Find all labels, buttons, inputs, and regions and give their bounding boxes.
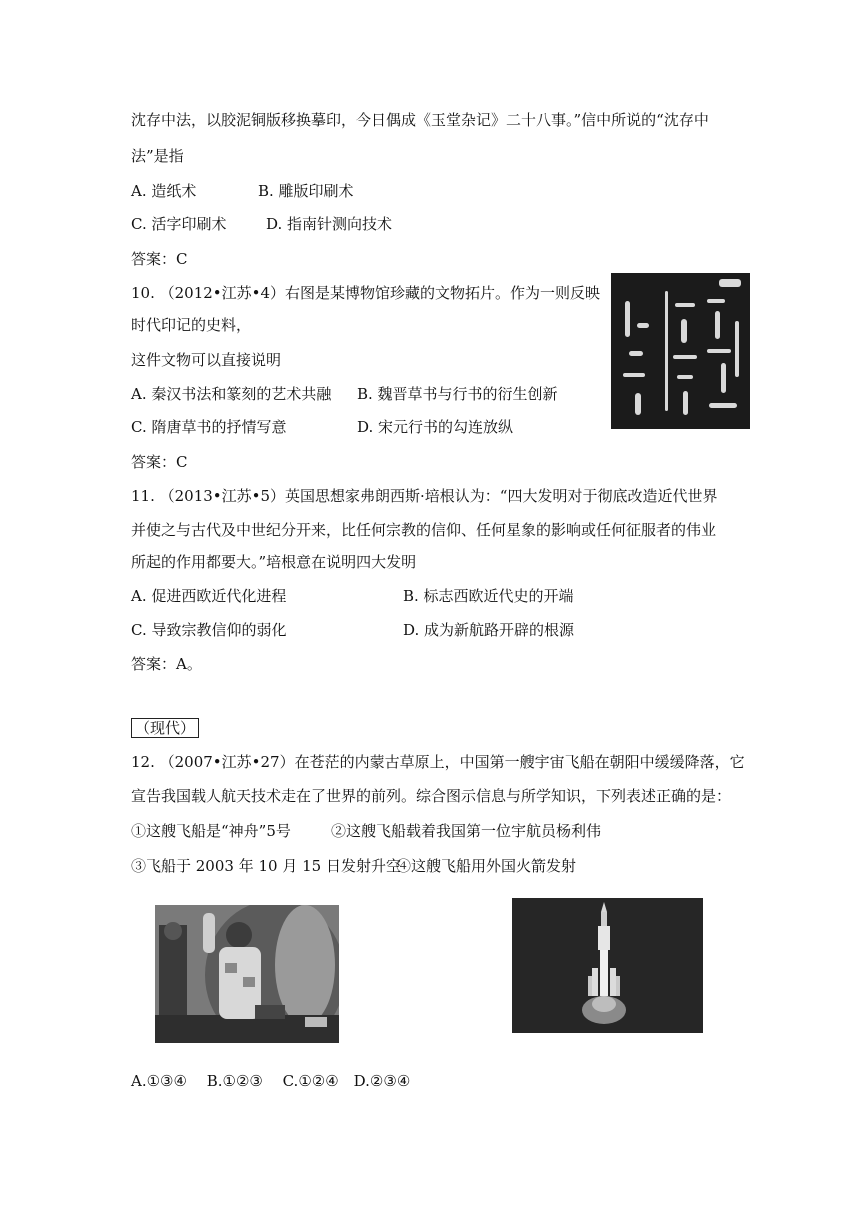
q11-option-a: A. 促进西欧近代化进程	[131, 587, 287, 605]
q12-options: A.①③④ B.①②③ C.①②④ D.②③④	[131, 1072, 411, 1090]
q10-option-c: C. 隋唐草书的抒情写意	[131, 418, 287, 436]
q10-option-a: A. 秦汉书法和篆刻的艺术共融	[131, 385, 332, 403]
q10-answer: 答案：C	[131, 453, 188, 471]
q11-option-b: B. 标志西欧近代史的开端	[403, 587, 574, 605]
q9-option-c: C. 活字印刷术	[131, 215, 227, 233]
q11-stem: 11. （2013•江苏•5）英国思想家弗朗西斯·培根认为：“四大发明对于彻底改造近代世界	[131, 487, 718, 505]
q12-item-1: ①这艘飞船是“神舟”5号	[131, 822, 291, 840]
q9-option-d: D. 指南针测向技术	[266, 215, 393, 233]
q12-item-4: ④这艘飞船用外国火箭发射	[396, 857, 577, 875]
q10-stem: 时代印记的史料，	[131, 316, 252, 334]
q9-option-a: A. 造纸术	[131, 182, 197, 200]
q11-answer: 答案：A。	[131, 655, 202, 673]
q11-option-d: D. 成为新航路开辟的根源	[403, 621, 575, 639]
text-line: 沈存中法，以胶泥铜版移换摹印，今日偶成《玉堂杂记》二十八事。”信中所说的“沈存中	[131, 111, 709, 129]
q10-stem: 这件文物可以直接说明	[131, 351, 282, 369]
astronaut-photo	[155, 905, 339, 1043]
q10-option-d: D. 宋元行书的勾连放纵	[357, 418, 514, 436]
q9-answer: 答案：C	[131, 250, 188, 268]
q11-option-c: C. 导致宗教信仰的弱化	[131, 621, 287, 639]
q10-stem: 10. （2012•江苏•4）右图是某博物馆珍藏的文物拓片。作为一则反映	[131, 284, 601, 302]
q11-stem: 所起的作用都要大。”培根意在说明四大发明	[131, 553, 417, 571]
q12-stem: 宣告我国载人航天技术走在了世界的前列。综合图示信息与所学知识，下列表述正确的是：	[131, 787, 732, 805]
rocket-launch-photo	[512, 898, 703, 1033]
q12-stem: 12. （2007•江苏•27）在苍茫的内蒙古草原上，中国第一艘宇宙飞船在朝阳中缓缓降落，它	[131, 753, 745, 771]
q10-option-b: B. 魏晋草书与行书的衍生创新	[357, 385, 558, 403]
q12-item-3: ③飞船于 2003 年 10 月 15 日发射升空	[131, 857, 401, 875]
q11-stem: 并使之与古代及中世纪分开来，比任何宗教的信仰、任何星象的影响或任何征服者的伟业	[131, 521, 717, 539]
text-line: 法”是指	[131, 147, 184, 165]
section-heading: （现代）	[131, 718, 199, 738]
q9-option-b: B. 雕版印刷术	[258, 182, 354, 200]
q12-item-2: ②这艘飞船载着我国第一位宇航员杨利伟	[331, 822, 602, 840]
calligraphy-rubbing-image	[611, 273, 750, 429]
